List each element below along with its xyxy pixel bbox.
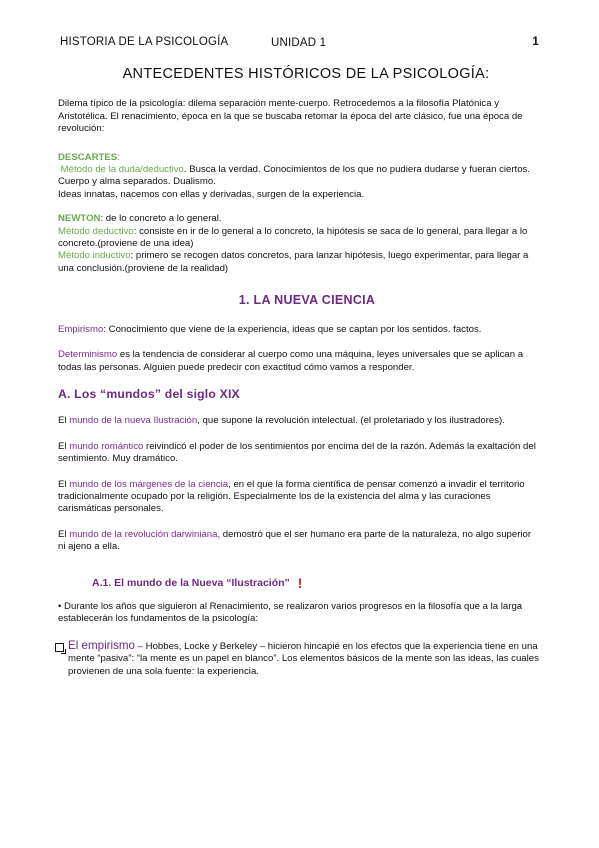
mundo-term: mundo de los márgenes de la ciencia xyxy=(69,478,229,490)
mundo-paragraph xyxy=(58,529,540,554)
section-a1-heading xyxy=(92,574,540,591)
page-number: 1 xyxy=(532,36,539,48)
section-a-heading: A. Los “mundos” del siglo XIX xyxy=(58,386,240,401)
empirismo-text: : Conocimiento que viene de la experiencia, ideas que se captan por los sentidos. factos. xyxy=(103,323,482,335)
mundo-text: demostró que el ser humano era parte de la naturaleza, no algo superior ni ajeno a ella. xyxy=(58,528,532,553)
page-content xyxy=(58,68,540,678)
newton-label: NEWTON xyxy=(58,213,101,225)
empirismo-item-text: – Hobbes, Locke y Berkeley – hicieron hincapié en los efectos que la experiencia tiene en una mente “pasiva”: “la mente es un papel en blanco”. Los elementos básicos de la mente son las ideas, las cuales provienen de una sola fuente: la experiencia. xyxy=(68,640,539,677)
deductive-label: Método deductivo xyxy=(58,225,134,237)
newton-inductive xyxy=(58,250,540,275)
newton-intro-text: : de lo concreto a lo general. xyxy=(100,213,222,225)
mundo-text: reivindicó el poder de los sentimientos por encima del de la razón. Además la exaltación del sentimiento. Muy dramático. xyxy=(58,440,536,465)
newton-deductive xyxy=(58,226,540,251)
descartes-ideas: Ideas innatas, nacemos con ellas y derivadas, surgen de la experiencia. xyxy=(58,188,365,200)
descartes-heading xyxy=(58,152,540,164)
deductive-text: : consiste en ir de lo general a lo concreto, la hipótesis se saca de lo general, para llegar a lo concreto.(proviene de una idea) xyxy=(58,225,528,250)
empirismo-definition xyxy=(58,324,540,336)
section-a1-title: A.1. El mundo de la Nueva “Ilustración” xyxy=(92,576,290,589)
newton-intro xyxy=(58,213,540,225)
header-unit: UNIDAD 1 xyxy=(271,37,327,49)
section-1-heading: 1. LA NUEVA CIENCIA xyxy=(238,293,376,308)
mundo-prefix: El xyxy=(58,440,70,452)
mundo-term: mundo de la revolución darwiniana, xyxy=(69,528,221,540)
determinismo-term: Determinismo xyxy=(58,349,118,361)
descartes-method-text: . Busca la verdad. Conocimientos de los que no pudiera dudarse y fueran ciertos. Cuerpo y alma separados. Dualismo. xyxy=(58,164,531,188)
mundo-paragraph xyxy=(58,479,540,516)
mundo-prefix: El xyxy=(58,415,70,427)
checkbox-icon xyxy=(55,643,64,652)
descartes-method-label: Método de la duda/deductivo xyxy=(60,164,184,176)
empirismo-term: Empirismo xyxy=(58,323,104,335)
determinismo-text: es la tendencia de considerar al cuerpo como una máquina, leyes universales que se aplican a todas las personas. Alguien puede predecir con exactitud cómo vamos a responder. xyxy=(58,349,524,373)
mundo-term: mundo romántico xyxy=(69,440,144,452)
mundo-prefix: El xyxy=(58,478,70,490)
exclamation-icon: ! xyxy=(297,574,303,591)
mundo-paragraph xyxy=(58,415,540,427)
page-header xyxy=(60,36,539,54)
mundo-prefix: El xyxy=(58,528,70,540)
mundo-term: mundo de la nueva Ilustración xyxy=(69,415,198,427)
mundo-text: , que supone la revolución intelectual. (el proletariado y los ilustradores). xyxy=(197,415,505,427)
descartes-method xyxy=(58,164,540,189)
descartes-block xyxy=(58,152,540,202)
mundo-text: , en el que la forma científica de pensar comenzó a invadir el territorio tradicionalmente ocupado por la religión. Especialmente los de la existencia del alma y las curaciones carismáticas personales. xyxy=(58,478,525,515)
inductive-label: Método inductivo xyxy=(58,250,131,262)
renacimiento-bullet: • Durante los años que siguieron al Renacimiento, se realizaron varios progresos en la filosofía que a la larga establecerán los fundamentos de la psicología: xyxy=(58,600,523,625)
inductive-text: : primero se recogen datos concretos, para lanzar hipótesis, luego experimentar, para llegar a una conclusión.(proviene de la realidad) xyxy=(58,250,529,274)
descartes-colon: : xyxy=(117,151,120,163)
mundo-paragraph xyxy=(58,441,540,466)
determinismo-definition xyxy=(58,349,540,374)
descartes-label: DESCARTES xyxy=(58,151,118,163)
main-title: ANTECEDENTES HISTÓRICOS DE LA PSICOLOGÍA: xyxy=(122,66,490,82)
empirismo-item-label: El empirismo xyxy=(68,638,135,652)
newton-block xyxy=(58,213,540,275)
empirismo-item xyxy=(58,640,540,678)
header-doc-title: HISTORIA DE LA PSICOLOGÍA xyxy=(60,36,229,48)
intro-paragraph: Dilema típico de la psicología: dilema separación mente-cuerpo. Retrocedemos a la filosofía Platónica y Aristotélica. El renacimiento, época en la que se buscaba retomar la época del arte clásico, fue una época de revolución: xyxy=(58,98,523,135)
